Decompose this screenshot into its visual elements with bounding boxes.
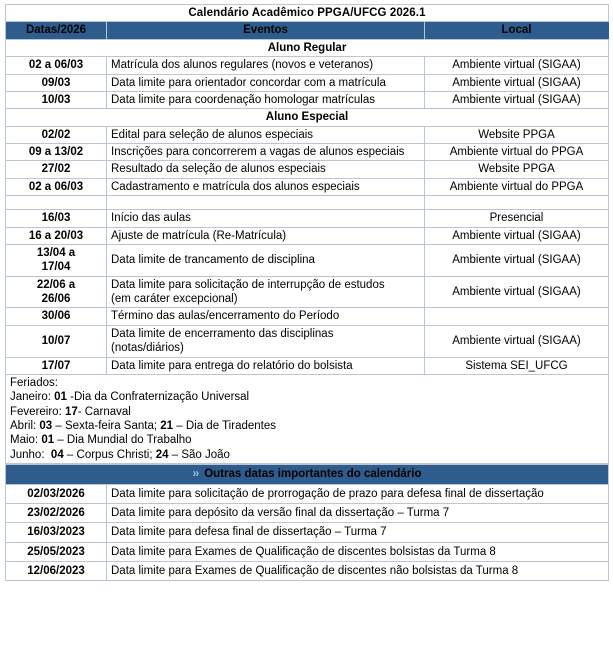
- table-row: [6, 562, 609, 581]
- holiday-text: – Dia Mundial do Trabalho: [57, 434, 192, 447]
- row-event-line2: (notas/diários): [111, 342, 184, 355]
- holiday-day: 03: [39, 420, 53, 432]
- row-local: Ambiente virtual (SIGAA): [425, 74, 609, 91]
- holiday-day: 01: [41, 434, 55, 447]
- row-event: Ajuste de matrícula (Re-Matrícula): [107, 227, 425, 244]
- row-date: 16/03: [6, 210, 107, 227]
- column-header-events: Eventos: [107, 22, 425, 39]
- row-event: [107, 325, 425, 357]
- row-date: 12/06/2023: [6, 562, 107, 581]
- table-row: [6, 325, 609, 357]
- row-event: Matrícula dos alunos regulares (novos e veteranos): [107, 57, 425, 74]
- row-event: Edital para seleção de alunos especiais: [107, 126, 425, 143]
- table-row: [6, 542, 609, 561]
- row-event: Data limite para defesa final de dissertação – Turma 7: [107, 523, 609, 542]
- table-row: [6, 503, 609, 522]
- holiday-month: Abril:: [10, 420, 37, 432]
- row-date: 10/07: [6, 325, 107, 357]
- row-event: Data limite para coordenação homologar matrículas: [107, 91, 425, 108]
- calendar-title-row: [6, 5, 609, 22]
- row-date: 16 a 20/03: [6, 227, 107, 244]
- table-row: [6, 126, 609, 143]
- holidays-block: [6, 374, 609, 463]
- table-row: [6, 523, 609, 542]
- holiday-line-janeiro: [10, 390, 604, 404]
- row-date-line1: 13/04 a: [36, 246, 76, 259]
- row-date-line2: 26/06: [41, 293, 71, 305]
- table-row: [6, 74, 609, 91]
- table-row: [6, 178, 609, 195]
- row-event: [107, 276, 425, 308]
- table-row: [6, 57, 609, 74]
- other-dates-banner-label: Outras datas importantes do calendário: [204, 468, 422, 481]
- table-row: [6, 91, 609, 108]
- table-row: [6, 357, 609, 374]
- other-dates-banner: [6, 465, 609, 484]
- table-row: [6, 227, 609, 244]
- row-local: Ambiente virtual (SIGAA): [425, 227, 609, 244]
- row-event: Data limite para solicitação de prorrogação de prazo para defesa final de dissertação: [107, 484, 609, 503]
- row-local: Ambiente virtual (SIGAA): [425, 325, 609, 357]
- column-header-row: [6, 22, 609, 39]
- column-header-local: Local: [425, 22, 609, 39]
- row-local: Website PPGA: [425, 126, 609, 143]
- row-event: Resultado da seleção de alunos especiais: [107, 161, 425, 178]
- holiday-day-2: 24: [155, 448, 169, 461]
- row-date: [6, 276, 107, 308]
- spacer-row: [6, 196, 609, 210]
- holiday-month: Janeiro:: [10, 391, 51, 404]
- holidays-label: Feriados:: [10, 376, 58, 389]
- table-row: [6, 276, 609, 308]
- section-heading-aluno-especial: Aluno Especial: [6, 109, 609, 126]
- row-event: Data limite para orientador concordar com a matrícula: [107, 74, 425, 91]
- holiday-line-junho: [10, 448, 604, 462]
- row-date: 09 a 13/02: [6, 144, 107, 161]
- row-local: Sistema SEI_UFCG: [425, 357, 609, 374]
- row-event: Data limite para Exames de Qualificação de discentes não bolsistas da Turma 8: [107, 562, 609, 581]
- row-event: Cadastramento e matrícula dos alunos especiais: [107, 178, 425, 195]
- row-date: 02 a 06/03: [6, 178, 107, 195]
- row-date: 17/07: [6, 357, 107, 374]
- row-local: Website PPGA: [425, 161, 609, 178]
- table-row: [6, 484, 609, 503]
- section-heading-row: [6, 39, 609, 56]
- row-date-line1: 22/06 a: [36, 278, 76, 291]
- holiday-day: 17: [64, 405, 78, 418]
- row-local: Ambiente virtual (SIGAA): [425, 91, 609, 108]
- row-date: 16/03/2023: [6, 523, 107, 542]
- holiday-line-abril: [10, 419, 604, 433]
- table-row: [6, 161, 609, 178]
- row-date: 23/02/2026: [6, 503, 107, 522]
- row-event-line2: (em caráter excepcional): [111, 293, 238, 305]
- page-title: Calendário Acadêmico PPGA/UFCG 2026.1: [6, 5, 609, 22]
- row-local: Ambiente virtual do PPGA: [425, 144, 609, 161]
- holiday-text: – Corpus Christi;: [66, 448, 153, 461]
- row-event: Data limite de trancamento de disciplina: [107, 244, 425, 276]
- holiday-line-fevereiro: [10, 405, 604, 419]
- holiday-text: -Dia da Confraternização Universal: [70, 391, 250, 404]
- row-date: 10/03: [6, 91, 107, 108]
- holiday-day-2: 21: [160, 420, 174, 432]
- holiday-day: 04: [50, 448, 64, 461]
- row-date: 30/06: [6, 308, 107, 325]
- row-local: Ambiente virtual (SIGAA): [425, 276, 609, 308]
- row-local: Presencial: [425, 210, 609, 227]
- holiday-line-maio: [10, 433, 604, 447]
- row-local: [425, 308, 609, 325]
- row-event: Data limite para Exames de Qualificação de discentes bolsistas da Turma 8: [107, 542, 609, 561]
- row-event-line1: Data limite de encerramento das disciplinas: [111, 327, 334, 340]
- other-dates-banner-row: [6, 465, 609, 484]
- row-local: Ambiente virtual (SIGAA): [425, 57, 609, 74]
- holiday-text: - Carnaval: [77, 405, 131, 418]
- main-calendar-table: [5, 4, 609, 464]
- spacer-cell-date: [6, 196, 107, 210]
- section-heading-aluno-regular: Aluno Regular: [6, 39, 609, 56]
- section-heading-row: [6, 109, 609, 126]
- row-date: [6, 244, 107, 276]
- table-row: [6, 210, 609, 227]
- holiday-text-2: – São João: [171, 448, 230, 461]
- other-important-dates-table: [5, 464, 609, 581]
- row-local: Ambiente virtual do PPGA: [425, 178, 609, 195]
- row-date: 02/02: [6, 126, 107, 143]
- row-date: 02/03/2026: [6, 484, 107, 503]
- row-date-line2: 17/04: [41, 261, 71, 274]
- row-date: 02 a 06/03: [6, 57, 107, 74]
- holiday-text-2: – Dia de Tiradentes: [176, 420, 276, 432]
- row-event: Inscrições para concorrerem a vagas de alunos especiais: [107, 144, 425, 161]
- holiday-day: 01: [54, 391, 67, 404]
- spacer-cell-local: [425, 196, 609, 210]
- row-local: Ambiente virtual (SIGAA): [425, 244, 609, 276]
- holiday-month: Maio:: [10, 434, 39, 447]
- spacer-cell-event: [107, 196, 425, 210]
- table-row: [6, 244, 609, 276]
- row-event: Data limite para entrega do relatório do bolsista: [107, 357, 425, 374]
- table-row: [6, 144, 609, 161]
- row-event: Início das aulas: [107, 210, 425, 227]
- column-header-dates: Datas/2026: [6, 22, 107, 39]
- row-event: Término das aulas/encerramento do Período: [107, 308, 425, 325]
- chevron-right-icon: ››: [192, 468, 199, 481]
- row-date: 27/02: [6, 161, 107, 178]
- holiday-text: – Sexta-feira Santa;: [55, 420, 158, 432]
- row-event-line1: Data limite para solicitação de interrupção de estudos: [111, 278, 385, 291]
- row-date: 09/03: [6, 74, 107, 91]
- holiday-month: Fevereiro:: [10, 405, 62, 418]
- row-date: 25/05/2023: [6, 542, 107, 561]
- table-row: [6, 308, 609, 325]
- holiday-month: Junho:: [10, 448, 45, 461]
- row-event: Data limite para depósito da versão final da dissertação – Turma 7: [107, 503, 609, 522]
- holidays-row: [6, 374, 609, 463]
